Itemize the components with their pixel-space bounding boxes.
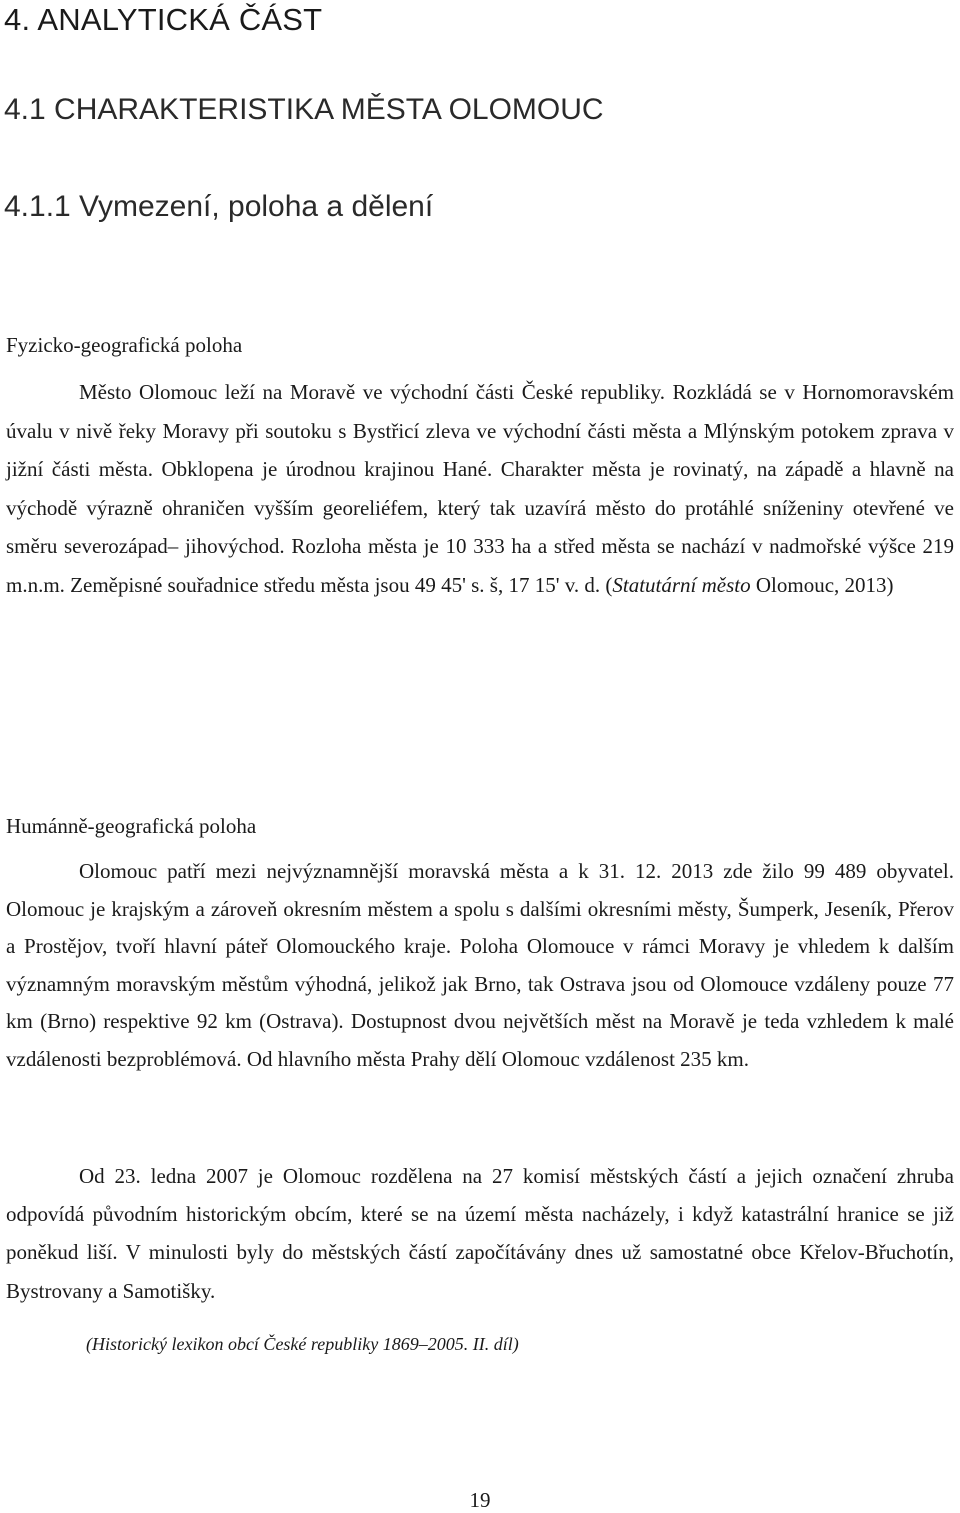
subsection-heading: 4.1.1 Vymezení, poloha a dělení xyxy=(4,190,434,223)
page-number: 19 xyxy=(469,1488,491,1512)
human-location-paragraph: Olomouc patří mezi nejvýznamnější moravská města a k 31. 12. 2013 zde žilo 99 489 obyvatel. Olomouc je krajským a zároveň okresním městem a spolu s dalšími okresními městy, Šumperk, Jeseník, Přerov a Prostějov, tvoří hlavní páteř Olomouckého kraje. Poloha Olomouce v rámci Moravy je vhledem k dalším významným moravským městům výhodná, jelikož jak Brno, tak Ostrava jsou od Olomouce vzdáleny pouze 77 km (Brno) respektive 92 km (Ostrava). Dostupnost dvou největších měst na Moravě je teda vzhledem k malé vzdálenosti bezproblémová. Od hlavního města Prahy dělí Olomouc vzdálenost 235 km. xyxy=(6,859,954,1071)
source-reference-italic: Statutární město xyxy=(612,572,751,597)
section-heading: 4.1 CHARAKTERISTIKA MĚSTA OLOMOUC xyxy=(4,93,604,126)
human-location-heading: Humánně-geografická poloha xyxy=(6,814,257,838)
chapter-heading: 4. ANALYTICKÁ ČÁST xyxy=(4,2,323,37)
physical-location-heading: Fyzicko-geografická poloha xyxy=(6,333,243,357)
physical-location-text: Město Olomouc leží na Moravě ve východní části České republiky. Rozkládá se v Hornomoravském úvalu v nivě řeky Moravy při soutoku s Bystřicí zleva ve východní části města a Mlýnským potokem zprava v jižní části města. Obklopena je úrodnou krajinou Hané. Charakter města je rovinatý, na západě a hlavně na východě výrazně ohraničen vyšším georeliéfem, který tak uzavírá město do protáhlé sníženiny otevřené ve směru severozápad– jihovýchod. Rozloha města je 10 333 ha a střed města se nachází v nadmořské výšce 219 m.n.m. Zeměpisné souřadnice středu města jsou 49 45' s. š, 17 15' v. d. ( xyxy=(6,380,954,597)
source-reference-tail: Olomouc, 2013) xyxy=(750,572,894,597)
physical-location-paragraph xyxy=(6,373,954,605)
city-division-paragraph: Od 23. ledna 2007 je Olomouc rozdělena na 27 komisí městských částí a jejich označení zhruba odpovídá původním historickým obcím, které se na území města nacházely, i když katastrální hranice se již poněkud liší. V minulosti byly do městských částí započítávány dnes už samostatné obce Křelov-Břuchotín, Bystrovany a Samotišky. xyxy=(6,1164,954,1303)
citation: (Historický lexikon obcí České republiky 1869–2005. II. díl) xyxy=(86,1334,519,1354)
